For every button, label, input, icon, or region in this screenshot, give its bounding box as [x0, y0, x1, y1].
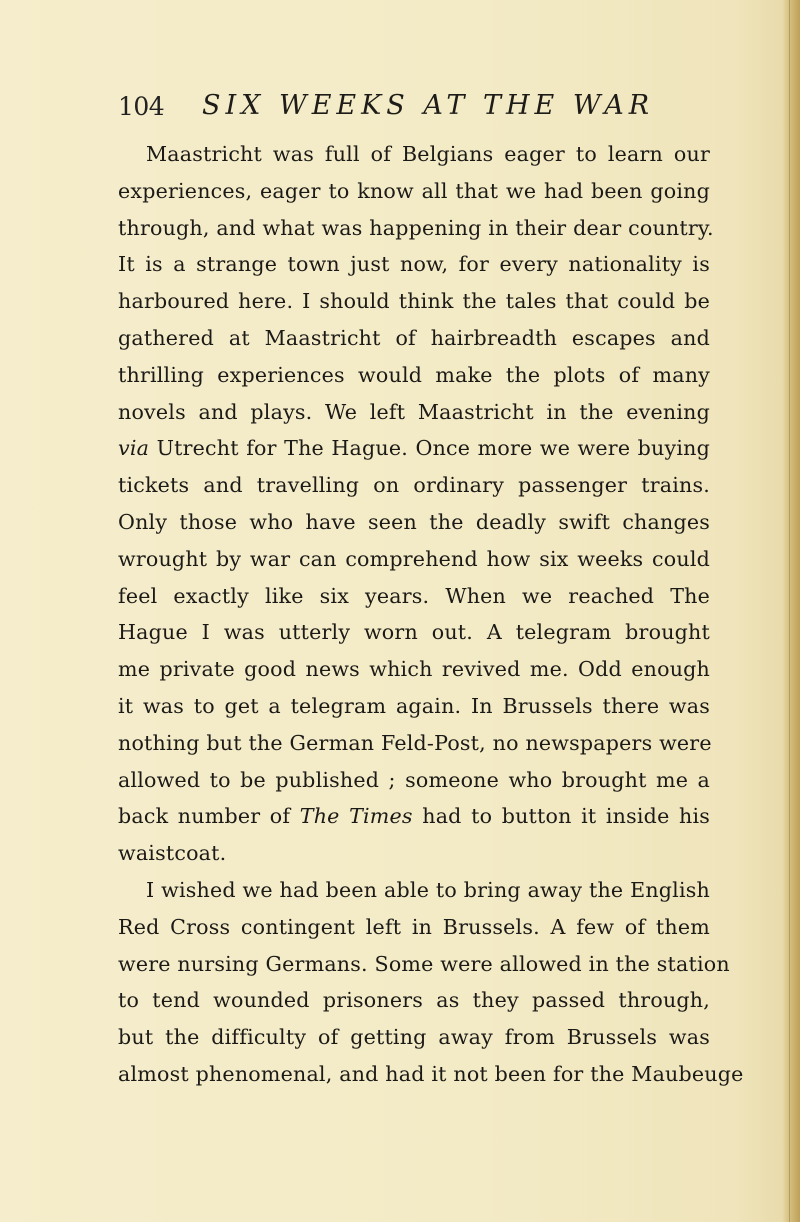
text-line: but the difficulty of getting away from Brussels was	[118, 1025, 710, 1050]
text-line: I wished we had been able to bring away the English	[146, 877, 710, 902]
text-line: Maastricht was full of Belgians eager to learn our	[146, 142, 710, 166]
text-line: Hague I was utterly worn out. A telegram brought	[118, 620, 710, 645]
page-edge-line	[789, 0, 790, 1222]
text-line: wrought by war can comprehend how six weeks could	[118, 546, 710, 571]
italic-text: via	[118, 436, 150, 461]
page-number: 104	[118, 92, 165, 121]
text-line: were nursing Germans. Some were allowed in the station	[118, 951, 730, 976]
text-line: Only those who have seen the deadly swift changes	[118, 509, 710, 534]
text-line: allowed to be published ; someone who brought me a	[118, 767, 710, 792]
text-line: Red Cross contingent left in Brussels. A few of them	[118, 914, 710, 939]
text-line: through, and what was happening in their dear country.	[118, 215, 714, 240]
text-line: almost phenomenal, and had it not been for the Maubeuge	[118, 1061, 744, 1086]
page-header	[118, 92, 718, 132]
text-line: novels and plays. We left Maastricht in the evening	[118, 399, 710, 424]
text-line: waistcoat.	[118, 841, 227, 866]
text-line: to tend wounded prisoners as they passed through,	[118, 988, 710, 1013]
text-line: nothing but the German Feld-Post, no newspapers were	[118, 730, 712, 755]
text-line: experiences, eager to know all that we had been going	[118, 178, 710, 203]
text-line	[118, 798, 710, 835]
paragraph-1	[118, 136, 714, 872]
text-line: It is a strange town just now, for every nationality is	[118, 252, 710, 277]
text-line: me private good news which revived me. Odd enough	[118, 657, 710, 682]
italic-text: The Times	[299, 804, 413, 829]
body-text	[118, 136, 744, 1093]
line-text: had to button it inside his	[412, 804, 711, 829]
text-line	[118, 430, 710, 467]
running-title: SIX WEEKS AT THE WAR	[202, 90, 655, 121]
text-line: harboured here. I should think the tales that could be	[118, 289, 710, 314]
text-line: gathered at Maastricht of hairbreadth escapes and	[118, 325, 710, 350]
text-line: it was to get a telegram again. In Brussels there was	[118, 693, 710, 718]
text-line: tickets and travelling on ordinary passenger trains.	[118, 473, 710, 498]
line-text: back number of	[118, 804, 300, 829]
text-line: thrilling experiences would make the plots of many	[118, 362, 710, 387]
page-edge-shadow	[782, 0, 800, 1222]
text-line: feel exactly like six years. When we reached The	[118, 583, 710, 608]
line-text: Utrecht for The Hague. Once more we were buying	[149, 436, 710, 461]
paragraph-2	[118, 872, 744, 1093]
